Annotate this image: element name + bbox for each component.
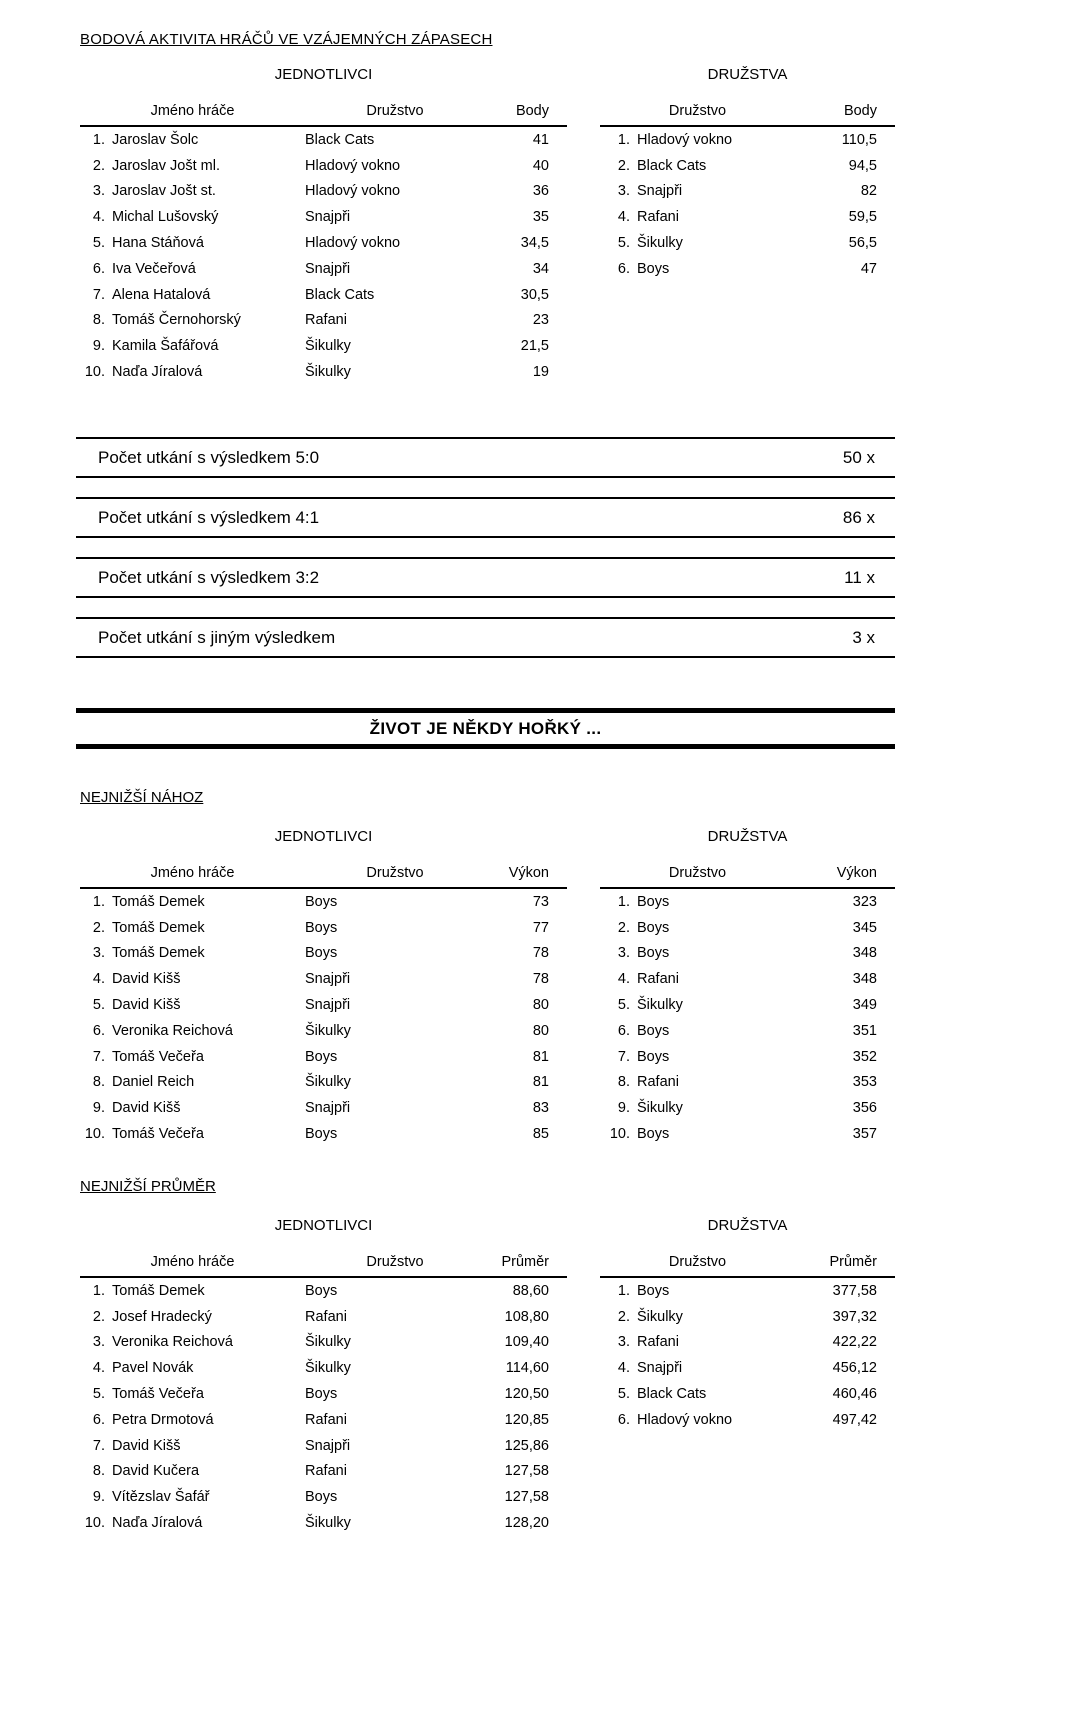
cell-team: Black Cats xyxy=(305,286,375,303)
cell-rank: 1. xyxy=(92,131,105,148)
cell-rank: 7. xyxy=(92,1437,105,1454)
lowest-average-tables-row xyxy=(80,1217,895,1536)
cell-name: Veronika Reichová xyxy=(112,1334,233,1351)
table-row xyxy=(80,1510,567,1536)
cell-name: Tomáš Černohorský xyxy=(112,312,241,329)
match-count-label: Počet utkání s jiným výsledkem xyxy=(98,627,336,647)
table-title: JEDNOTLIVCI xyxy=(274,66,373,83)
cell-team: Šikulky xyxy=(305,1334,351,1351)
table-row xyxy=(600,204,895,230)
table-row xyxy=(80,941,567,967)
cell-name: David Kučera xyxy=(112,1463,200,1480)
cell-name: Alena Hatalová xyxy=(112,286,211,303)
cell-name: Snajpři xyxy=(637,183,683,200)
cell-rank: 7. xyxy=(92,1048,105,1065)
cell-name: Daniel Reich xyxy=(112,1074,195,1091)
cell-value: 460,46 xyxy=(832,1386,877,1403)
points-individuals-table xyxy=(80,66,567,385)
cell-name: Tomáš Večeřa xyxy=(112,1126,204,1143)
column-header-average: Průměr xyxy=(501,1254,549,1270)
table-row xyxy=(600,941,895,967)
table-header xyxy=(600,103,895,127)
table-row xyxy=(80,1044,567,1070)
cell-rank: 9. xyxy=(92,1489,105,1506)
table-row xyxy=(80,1121,567,1147)
cell-value: 497,42 xyxy=(832,1411,877,1428)
cell-name: Tomáš Demek xyxy=(112,893,205,910)
cell-value: 348 xyxy=(852,971,877,988)
cell-name: Tomáš Demek xyxy=(112,1282,205,1299)
table-row xyxy=(80,333,567,359)
table-title: JEDNOTLIVCI xyxy=(274,1217,373,1234)
match-count-label: Počet utkání s výsledkem 3:2 xyxy=(98,567,320,587)
table-row xyxy=(80,1278,567,1304)
match-count-label: Počet utkání s výsledkem 5:0 xyxy=(98,447,320,467)
cell-rank: 9. xyxy=(92,338,105,355)
cell-name: Boys xyxy=(637,260,670,277)
cell-value: 348 xyxy=(852,945,877,962)
cell-value: 80 xyxy=(532,997,549,1014)
table-row xyxy=(80,1070,567,1096)
cell-value: 114,60 xyxy=(505,1360,549,1377)
cell-team: Rafani xyxy=(305,1308,347,1325)
cell-name: Iva Večeřová xyxy=(112,260,196,277)
cell-value: 110,5 xyxy=(841,131,877,148)
table-row xyxy=(80,153,567,179)
match-count-value: 50 x xyxy=(842,447,875,467)
table-row xyxy=(80,308,567,334)
cell-rank: 4. xyxy=(92,971,105,988)
column-header-points: Body xyxy=(515,103,549,119)
cell-value: 19 xyxy=(532,364,549,381)
cell-team: Boys xyxy=(305,1282,338,1299)
cell-rank: 2. xyxy=(617,157,630,174)
cell-name: Tomáš Večeřa xyxy=(112,1386,204,1403)
cell-name: Tomáš Večeřa xyxy=(112,1048,204,1065)
column-header-points: Body xyxy=(843,103,877,119)
column-header-performance: Výkon xyxy=(836,865,877,881)
cell-rank: 6. xyxy=(617,1411,630,1428)
lowest-average-individuals-table xyxy=(80,1217,567,1536)
cell-name: Vítězslav Šafář xyxy=(112,1489,210,1506)
cell-value: 397,32 xyxy=(832,1308,877,1325)
table-title: JEDNOTLIVCI xyxy=(274,828,373,845)
cell-name: Boys xyxy=(637,1126,670,1143)
cell-team: Boys xyxy=(305,1386,338,1403)
cell-rank: 5. xyxy=(92,997,105,1014)
table-body xyxy=(80,127,567,385)
cell-value: 352 xyxy=(852,1048,877,1065)
table-row xyxy=(600,1407,895,1433)
section-heading-lowest-average: NEJNIŽŠÍ PRŮMĚR xyxy=(80,1178,216,1195)
table-row xyxy=(80,1304,567,1330)
cell-name: Jaroslav Jošt ml. xyxy=(112,157,220,174)
cell-name: Michal Lušovský xyxy=(112,209,219,226)
cell-rank: 3. xyxy=(617,183,630,200)
cell-rank: 1. xyxy=(92,893,105,910)
table-row xyxy=(80,992,567,1018)
cell-team: Snajpři xyxy=(305,1100,351,1117)
cell-value: 59,5 xyxy=(848,209,877,226)
cell-team: Rafani xyxy=(305,1411,347,1428)
table-row xyxy=(80,1095,567,1121)
cell-rank: 3. xyxy=(92,183,105,200)
cell-value: 127,58 xyxy=(504,1463,549,1480)
cell-value: 353 xyxy=(852,1074,877,1091)
cell-value: 128,20 xyxy=(504,1515,549,1532)
cell-rank: 1. xyxy=(617,893,630,910)
cell-team: Šikulky xyxy=(305,364,351,381)
cell-name: Šikulky xyxy=(637,1100,683,1117)
cell-value: 34 xyxy=(532,260,549,277)
column-header-average: Průměr xyxy=(829,1254,877,1270)
table-row xyxy=(80,282,567,308)
cell-rank: 8. xyxy=(92,1074,105,1091)
cell-name: Rafani xyxy=(637,209,679,226)
cell-rank: 6. xyxy=(92,1022,105,1039)
cell-value: 82 xyxy=(860,183,877,200)
cell-name: Black Cats xyxy=(637,1386,707,1403)
cell-value: 377,58 xyxy=(832,1282,877,1299)
table-row xyxy=(80,966,567,992)
table-row xyxy=(80,230,567,256)
table-row xyxy=(80,127,567,153)
cell-value: 349 xyxy=(852,997,877,1014)
cell-name: Petra Drmotová xyxy=(112,1411,214,1428)
cell-value: 56,5 xyxy=(848,235,877,252)
table-header xyxy=(600,865,895,889)
cell-name: Pavel Novák xyxy=(112,1360,194,1377)
table-row xyxy=(600,1044,895,1070)
cell-team: Šikulky xyxy=(305,1022,351,1039)
cell-team: Hladový vokno xyxy=(305,157,401,174)
table-title: DRUŽSTVA xyxy=(707,828,788,845)
column-header-team: Družstvo xyxy=(366,865,424,881)
table-title: DRUŽSTVA xyxy=(707,1217,788,1234)
table-body xyxy=(600,889,895,1147)
cell-value: 78 xyxy=(532,945,549,962)
table-row xyxy=(600,966,895,992)
cell-rank: 2. xyxy=(617,1308,630,1325)
cell-rank: 4. xyxy=(617,971,630,988)
cell-value: 120,50 xyxy=(504,1386,549,1403)
cell-value: 345 xyxy=(852,919,877,936)
table-row xyxy=(80,1330,567,1356)
cell-rank: 10. xyxy=(84,364,105,381)
table-title: DRUŽSTVA xyxy=(707,66,788,83)
table-row xyxy=(600,1304,895,1330)
cell-value: 94,5 xyxy=(848,157,877,174)
table-row xyxy=(600,127,895,153)
cell-name: Kamila Šafářová xyxy=(112,338,219,355)
cell-value: 88,60 xyxy=(512,1282,549,1299)
cell-rank: 1. xyxy=(617,1282,630,1299)
cell-rank: 9. xyxy=(617,1100,630,1117)
cell-rank: 4. xyxy=(617,209,630,226)
table-row xyxy=(600,179,895,205)
column-header-team: Družstvo xyxy=(668,1254,727,1270)
column-header-team: Družstvo xyxy=(668,865,727,881)
cell-rank: 3. xyxy=(92,945,105,962)
cell-name: Tomáš Demek xyxy=(112,945,205,962)
lowest-throw-tables-row xyxy=(80,828,895,1147)
table-row xyxy=(600,230,895,256)
cell-value: 78 xyxy=(532,971,549,988)
points-tables-row xyxy=(80,66,895,385)
match-count-section xyxy=(76,437,895,677)
cell-value: 125,86 xyxy=(504,1437,549,1454)
cell-name: Hladový vokno xyxy=(637,1411,733,1428)
cell-rank: 3. xyxy=(617,945,630,962)
table-body xyxy=(600,1278,895,1433)
cell-value: 120,85 xyxy=(504,1411,549,1428)
cell-value: 357 xyxy=(852,1126,877,1143)
cell-rank: 4. xyxy=(617,1360,630,1377)
table-row xyxy=(600,1095,895,1121)
page-title: BODOVÁ AKTIVITA HRÁČŮ VE VZÁJEMNÝCH ZÁPASECH xyxy=(80,31,493,48)
table-body xyxy=(80,889,567,1147)
table-row xyxy=(80,1355,567,1381)
lowest-throw-teams-table xyxy=(600,828,895,1147)
points-teams-table xyxy=(600,66,895,282)
cell-value: 422,22 xyxy=(832,1334,877,1351)
cell-rank: 8. xyxy=(92,1463,105,1480)
column-header-team: Družstvo xyxy=(366,103,424,119)
cell-value: 73 xyxy=(532,893,549,910)
cell-team: Snajpři xyxy=(305,1437,351,1454)
cell-rank: 10. xyxy=(84,1126,105,1143)
cell-team: Rafani xyxy=(305,312,347,329)
section-banner xyxy=(76,708,895,749)
column-header-team: Družstvo xyxy=(366,1254,424,1270)
cell-name: Jaroslav Šolc xyxy=(112,131,199,148)
match-count-row-5-0 xyxy=(76,437,895,478)
cell-rank: 1. xyxy=(617,131,630,148)
cell-name: Naďa Jíralová xyxy=(112,364,203,381)
section-heading-lowest-throw: NEJNIŽŠÍ NÁHOZ xyxy=(80,789,204,806)
cell-rank: 2. xyxy=(92,919,105,936)
match-count-value: 11 x xyxy=(844,567,875,587)
cell-rank: 8. xyxy=(92,312,105,329)
table-row xyxy=(80,1018,567,1044)
cell-rank: 5. xyxy=(617,997,630,1014)
cell-name: Šikulky xyxy=(637,235,683,252)
cell-name: Naďa Jíralová xyxy=(112,1515,203,1532)
cell-value: 41 xyxy=(532,131,549,148)
cell-team: Rafani xyxy=(305,1463,347,1480)
column-header-team: Družstvo xyxy=(668,103,727,119)
cell-name: Black Cats xyxy=(637,157,707,174)
cell-rank: 6. xyxy=(617,1022,630,1039)
cell-value: 36 xyxy=(532,183,549,200)
cell-value: 47 xyxy=(860,260,877,277)
table-header xyxy=(80,865,567,889)
table-row xyxy=(600,1381,895,1407)
cell-rank: 6. xyxy=(617,260,630,277)
table-row xyxy=(80,1407,567,1433)
table-row xyxy=(600,153,895,179)
table-row xyxy=(80,1459,567,1485)
cell-value: 83 xyxy=(532,1100,549,1117)
cell-value: 356 xyxy=(852,1100,877,1117)
cell-rank: 7. xyxy=(92,286,105,303)
cell-name: Rafani xyxy=(637,1334,679,1351)
cell-name: David Kišš xyxy=(112,1437,181,1454)
cell-name: David Kišš xyxy=(112,997,181,1014)
cell-team: Snajpři xyxy=(305,209,351,226)
cell-value: 127,58 xyxy=(504,1489,549,1506)
cell-rank: 7. xyxy=(617,1048,630,1065)
cell-team: Šikulky xyxy=(305,1515,351,1532)
cell-name: Tomáš Demek xyxy=(112,919,205,936)
column-header-performance: Výkon xyxy=(508,865,549,881)
match-count-row-3-2 xyxy=(76,557,895,598)
cell-rank: 4. xyxy=(92,209,105,226)
cell-name: Boys xyxy=(637,893,670,910)
cell-value: 351 xyxy=(852,1022,877,1039)
cell-team: Boys xyxy=(305,1489,338,1506)
cell-value: 108,80 xyxy=(504,1308,549,1325)
cell-rank: 2. xyxy=(617,919,630,936)
cell-name: Hana Stáňová xyxy=(112,235,204,252)
cell-value: 109,40 xyxy=(504,1334,549,1351)
cell-team: Hladový vokno xyxy=(305,183,401,200)
cell-rank: 6. xyxy=(92,1411,105,1428)
lowest-average-teams-table xyxy=(600,1217,895,1433)
cell-rank: 5. xyxy=(617,1386,630,1403)
cell-team: Boys xyxy=(305,893,338,910)
cell-name: Boys xyxy=(637,945,670,962)
cell-value: 80 xyxy=(532,1022,549,1039)
match-count-value: 86 x xyxy=(842,507,875,527)
cell-rank: 5. xyxy=(617,235,630,252)
column-header-player-name: Jméno hráče xyxy=(150,103,235,119)
cell-rank: 8. xyxy=(617,1074,630,1091)
cell-value: 30,5 xyxy=(520,286,549,303)
match-count-value: 3 x xyxy=(852,627,875,647)
cell-value: 85 xyxy=(532,1126,549,1143)
table-row xyxy=(600,992,895,1018)
cell-rank: 9. xyxy=(92,1100,105,1117)
cell-value: 456,12 xyxy=(832,1360,877,1377)
cell-rank: 4. xyxy=(92,1360,105,1377)
cell-team: Šikulky xyxy=(305,338,351,355)
table-header xyxy=(80,1254,567,1278)
cell-rank: 3. xyxy=(617,1334,630,1351)
cell-name: David Kišš xyxy=(112,1100,181,1117)
cell-team: Šikulky xyxy=(305,1074,351,1091)
column-header-player-name: Jméno hráče xyxy=(150,865,235,881)
table-row xyxy=(600,889,895,915)
cell-name: Šikulky xyxy=(637,997,683,1014)
banner-text: ŽIVOT JE NĚKDY HOŘKÝ ... xyxy=(369,718,602,738)
cell-rank: 2. xyxy=(92,157,105,174)
lowest-throw-individuals-table xyxy=(80,828,567,1147)
match-count-row-other xyxy=(76,617,895,658)
cell-name: Snajpři xyxy=(637,1360,683,1377)
table-body xyxy=(600,127,895,282)
table-row xyxy=(600,1355,895,1381)
cell-rank: 10. xyxy=(84,1515,105,1532)
table-row xyxy=(600,1330,895,1356)
table-row xyxy=(600,1070,895,1096)
cell-name: David Kišš xyxy=(112,971,181,988)
table-row xyxy=(600,915,895,941)
cell-rank: 6. xyxy=(92,260,105,277)
cell-name: Rafani xyxy=(637,971,679,988)
cell-team: Snajpři xyxy=(305,260,351,277)
cell-team: Snajpři xyxy=(305,997,351,1014)
cell-rank: 10. xyxy=(609,1126,630,1143)
cell-team: Boys xyxy=(305,1048,338,1065)
cell-value: 21,5 xyxy=(520,338,549,355)
cell-value: 40 xyxy=(532,157,549,174)
cell-value: 81 xyxy=(532,1048,549,1065)
table-row xyxy=(80,889,567,915)
table-row xyxy=(80,1381,567,1407)
cell-rank: 5. xyxy=(92,1386,105,1403)
cell-value: 77 xyxy=(532,919,549,936)
cell-team: Boys xyxy=(305,919,338,936)
table-row xyxy=(80,204,567,230)
cell-value: 34,5 xyxy=(520,235,549,252)
table-header xyxy=(600,1254,895,1278)
cell-team: Boys xyxy=(305,1126,338,1143)
table-row xyxy=(80,1433,567,1459)
cell-name: Šikulky xyxy=(637,1308,683,1325)
table-row xyxy=(600,256,895,282)
match-count-label: Počet utkání s výsledkem 4:1 xyxy=(98,507,320,527)
cell-value: 323 xyxy=(852,893,877,910)
table-row xyxy=(600,1018,895,1044)
cell-team: Boys xyxy=(305,945,338,962)
cell-name: Boys xyxy=(637,919,670,936)
cell-value: 23 xyxy=(532,312,549,329)
cell-team: Šikulky xyxy=(305,1360,351,1377)
cell-rank: 1. xyxy=(92,1282,105,1299)
table-row xyxy=(80,256,567,282)
cell-rank: 5. xyxy=(92,235,105,252)
table-row xyxy=(80,915,567,941)
cell-team: Snajpři xyxy=(305,971,351,988)
table-row xyxy=(600,1121,895,1147)
cell-rank: 3. xyxy=(92,1334,105,1351)
cell-name: Veronika Reichová xyxy=(112,1022,233,1039)
cell-name: Hladový vokno xyxy=(637,131,733,148)
column-header-player-name: Jméno hráče xyxy=(150,1254,235,1270)
cell-name: Josef Hradecký xyxy=(112,1308,212,1325)
cell-team: Black Cats xyxy=(305,131,375,148)
match-count-row-4-1 xyxy=(76,497,895,538)
cell-value: 81 xyxy=(532,1074,549,1091)
cell-name: Jaroslav Jošt st. xyxy=(112,183,216,200)
cell-name: Rafani xyxy=(637,1074,679,1091)
cell-value: 35 xyxy=(532,209,549,226)
table-body xyxy=(80,1278,567,1536)
cell-rank: 2. xyxy=(92,1308,105,1325)
table-row xyxy=(80,179,567,205)
cell-name: Boys xyxy=(637,1048,670,1065)
table-row xyxy=(80,1484,567,1510)
cell-name: Boys xyxy=(637,1022,670,1039)
table-header xyxy=(80,103,567,127)
table-row xyxy=(600,1278,895,1304)
cell-team: Hladový vokno xyxy=(305,235,401,252)
table-row xyxy=(80,359,567,385)
cell-name: Boys xyxy=(637,1282,670,1299)
